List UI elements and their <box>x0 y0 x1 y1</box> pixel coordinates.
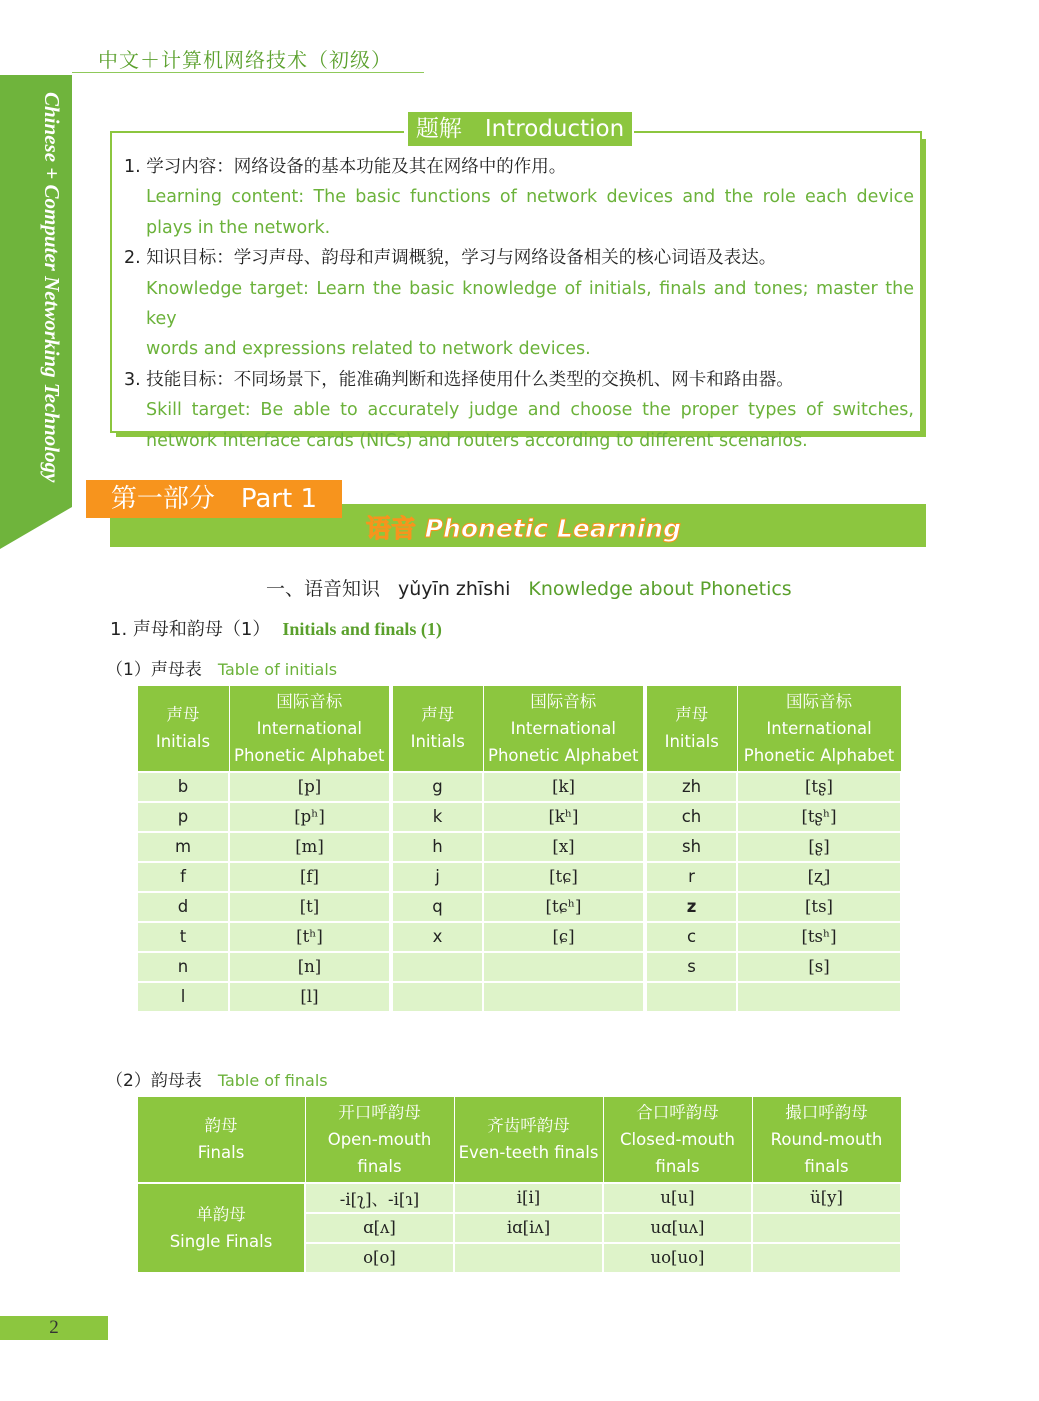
intro-item-en: network interface cards (NICs) and routers according to different scenarios. <box>146 430 808 451</box>
initial-cell: j <box>391 862 483 892</box>
header-initials: 声母 Initials <box>137 686 229 772</box>
initial-cell: k <box>391 802 483 832</box>
final-cell: iɑ[iʌ] <box>454 1213 603 1243</box>
initial-cell: n <box>137 952 229 982</box>
ipa-cell: [n] <box>229 952 391 982</box>
initials-label-en: Table of initials <box>217 660 338 679</box>
subsection-title-zh: 1. 声母和韵母（1） <box>110 619 271 640</box>
intro-item-en: Skill target: Be able to accurately judge and choose the proper types of switches, <box>146 400 914 421</box>
header-initials: 声母 Initials <box>391 686 483 772</box>
ipa-cell: [tʂʰ] <box>737 802 901 832</box>
ipa-cell: [f] <box>229 862 391 892</box>
intro-item-zh: 1. 学习内容：网络设备的基本功能及其在网络中的作用。 <box>124 157 567 177</box>
ipa-cell: [tɕʰ] <box>483 892 645 922</box>
header-even-teeth: 齐齿呼韵母 Even-teeth finals <box>454 1097 603 1183</box>
ipa-cell <box>483 952 645 982</box>
part-subtitle <box>366 509 681 545</box>
ipa-cell: [t] <box>229 892 391 922</box>
part-subtitle-zh: 语音 <box>366 514 417 543</box>
initial-cell: x <box>391 922 483 952</box>
intro-title: 题解 Introduction <box>408 112 632 146</box>
header-open-mouth: 开口呼韵母 Open-mouth finals <box>305 1097 454 1183</box>
intro-item-en: words and expressions related to network devices. <box>146 339 591 360</box>
section-title-zh: 一、语音知识 <box>266 578 381 600</box>
intro-list <box>124 152 914 456</box>
initial-cell: t <box>137 922 229 952</box>
finals-table-label <box>106 1066 328 1091</box>
header-closed-mouth: 合口呼韵母 Closed-mouth finals <box>603 1097 752 1183</box>
header-initials: 声母 Initials <box>645 686 737 772</box>
initial-cell: zh <box>645 772 737 802</box>
ipa-cell: [x] <box>483 832 645 862</box>
header-ipa: 国际音标 International Phonetic Alphabet <box>229 686 391 772</box>
ipa-cell: [s] <box>737 952 901 982</box>
ipa-cell: [m] <box>229 832 391 862</box>
table-row <box>137 862 901 892</box>
section-title-en: Knowledge about Phonetics <box>528 578 792 600</box>
ipa-cell: [ts] <box>737 892 901 922</box>
intro-item-en: plays in the network. <box>146 217 331 238</box>
final-cell: uo[uo] <box>603 1243 752 1273</box>
initial-cell: b <box>137 772 229 802</box>
part-subtitle-en: Phonetic Learning <box>424 514 681 543</box>
part-tab: 第一部分 Part 1 <box>86 480 342 518</box>
page-number: 2 <box>0 1316 108 1340</box>
initial-cell: f <box>137 862 229 892</box>
initial-cell: sh <box>645 832 737 862</box>
table-row <box>137 892 901 922</box>
final-cell <box>752 1243 901 1273</box>
table-row <box>137 982 901 1012</box>
ipa-cell: [kʰ] <box>483 802 645 832</box>
table-row <box>137 832 901 862</box>
initials-table-label <box>106 655 337 680</box>
ipa-cell: [ʂ] <box>737 832 901 862</box>
ipa-cell <box>483 982 645 1012</box>
header-finals: 韵母 Finals <box>137 1097 305 1183</box>
initial-cell: s <box>645 952 737 982</box>
final-cell: ɑ[ʌ] <box>305 1213 454 1243</box>
table-row <box>137 922 901 952</box>
ipa-cell: [tʰ] <box>229 922 391 952</box>
final-cell <box>454 1243 603 1273</box>
subsection-title-en: Initials and finals (1) <box>282 619 442 639</box>
initial-cell <box>391 982 483 1012</box>
header-round-mouth: 撮口呼韵母 Round-mouth finals <box>752 1097 901 1183</box>
ipa-cell: [tʂ] <box>737 772 901 802</box>
initial-cell: h <box>391 832 483 862</box>
ipa-cell: [k] <box>483 772 645 802</box>
initial-cell: r <box>645 862 737 892</box>
table-row <box>137 772 901 802</box>
ipa-cell: [p] <box>229 772 391 802</box>
ipa-cell: [pʰ] <box>229 802 391 832</box>
intro-item-zh: 3. 技能目标：不同场景下，能准确判断和选择使用什么类型的交换机、网卡和路由器。 <box>124 369 794 390</box>
ipa-cell: [ʐ] <box>737 862 901 892</box>
subsection-title <box>110 615 442 641</box>
final-cell: -i[ʅ]、-i[ɿ] <box>305 1183 454 1213</box>
table-row <box>137 952 901 982</box>
table-row <box>137 1183 901 1213</box>
section-title-pinyin: yǔyīn zhīshi <box>398 578 511 600</box>
intro-item-en: Learning content: The basic functions of network devices and the role each device <box>146 187 914 208</box>
book-title: 中文＋计算机网络技术（初级） <box>98 48 392 72</box>
initial-cell <box>391 952 483 982</box>
ipa-cell <box>737 982 901 1012</box>
initial-cell: ch <box>645 802 737 832</box>
header-ipa: 国际音标 International Phonetic Alphabet <box>737 686 901 772</box>
intro-item-en: Knowledge target: Learn the basic knowledge of initials, finals and tones; master the key <box>146 278 914 330</box>
initial-cell: z <box>645 892 737 922</box>
header-ipa: 国际音标 International Phonetic Alphabet <box>483 686 645 772</box>
final-cell: u[u] <box>603 1183 752 1213</box>
side-title: Chinese + Computer Networking Technology <box>40 92 64 483</box>
final-cell: uɑ[uʌ] <box>603 1213 752 1243</box>
ipa-cell: [tɕ] <box>483 862 645 892</box>
final-cell: ü[y] <box>752 1183 901 1213</box>
ipa-cell: [l] <box>229 982 391 1012</box>
finals-table <box>136 1096 902 1274</box>
intro-item-zh: 2. 知识目标：学习声母、韵母和声调概貌，学习与网络设备相关的核心词语及表达。 <box>124 248 777 269</box>
final-cell <box>752 1213 901 1243</box>
section-title <box>266 574 792 601</box>
initial-cell: m <box>137 832 229 862</box>
initial-cell: g <box>391 772 483 802</box>
initial-cell <box>645 982 737 1012</box>
initial-cell: l <box>137 982 229 1012</box>
initial-cell: c <box>645 922 737 952</box>
initial-cell: q <box>391 892 483 922</box>
finals-label-zh: （2）韵母表 <box>106 1071 202 1091</box>
single-finals-label: 单韵母 Single Finals <box>137 1183 305 1273</box>
finals-label-en: Table of finals <box>217 1071 328 1090</box>
ipa-cell: [tsʰ] <box>737 922 901 952</box>
final-cell: i[i] <box>454 1183 603 1213</box>
ipa-cell: [ɕ] <box>483 922 645 952</box>
initial-cell: d <box>137 892 229 922</box>
initials-label-zh: （1）声母表 <box>106 660 202 680</box>
initials-table <box>136 685 902 1013</box>
header-rule <box>72 72 424 73</box>
final-cell: o[o] <box>305 1243 454 1273</box>
initial-cell: p <box>137 802 229 832</box>
table-row <box>137 802 901 832</box>
